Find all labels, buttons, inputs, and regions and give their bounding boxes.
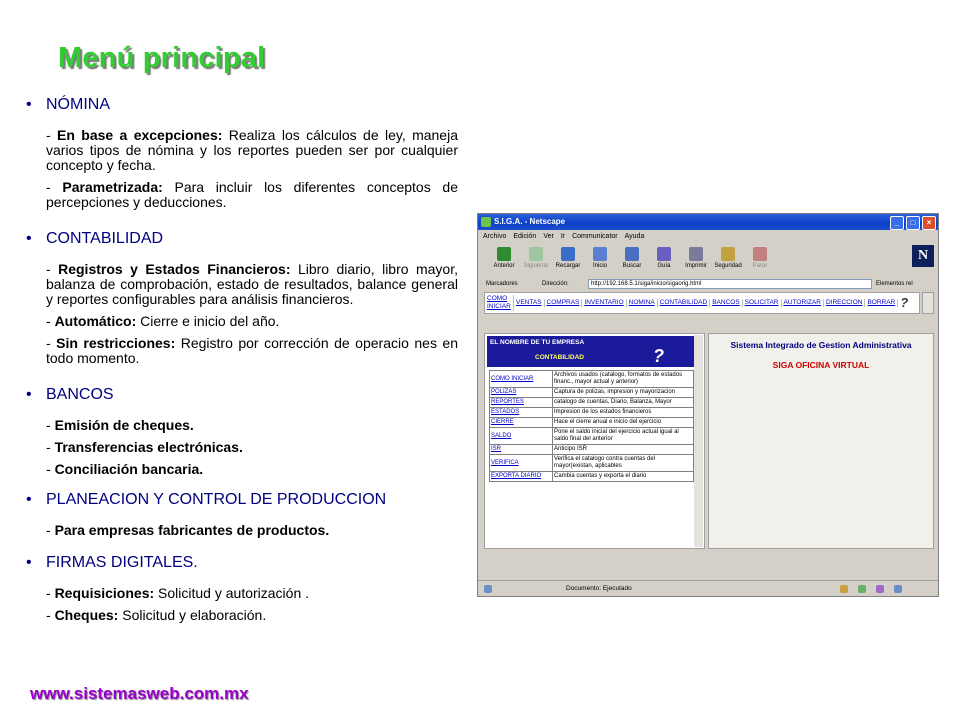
- website-link[interactable]: www.sistemasweb.com.mx: [30, 684, 249, 703]
- item-title: En base a excepciones:: [57, 127, 223, 143]
- item-dash: -: [46, 439, 55, 455]
- system-title: Sistema Integrado de Gestion Administrativa: [730, 340, 912, 350]
- company-header: [487, 336, 695, 367]
- nav-link[interactable]: BORRAR: [865, 299, 898, 307]
- pane-scrollbar[interactable]: [694, 335, 703, 547]
- company-name: EL NOMBRE DE TU EMPRESA: [490, 339, 585, 346]
- menu-bar: [478, 231, 938, 242]
- item-title: Parametrizada:: [62, 179, 163, 195]
- table-row: [490, 388, 694, 398]
- nav-link[interactable]: INVENTARIO: [582, 299, 626, 307]
- table-row: [490, 455, 694, 472]
- section-heading-text: BANCOS: [46, 386, 114, 403]
- toolbar-label: Buscar: [622, 263, 642, 269]
- mail-icon: [858, 585, 866, 593]
- module-nav: [484, 292, 920, 314]
- item-text: Libro diario, libro mayor, balanza de comprobación, estado de resultados, balance general y reportes configurables para análisis financieros.: [46, 261, 458, 307]
- close-icon[interactable]: ×: [922, 216, 936, 230]
- module-description: Captura de polizas, impresion y mayorizacion: [553, 388, 694, 398]
- help-icon[interactable]: ?: [653, 346, 664, 366]
- section-heading: [26, 386, 458, 404]
- toolbar-label: Guía: [657, 263, 671, 269]
- table-row: [490, 398, 694, 408]
- netscape-logo-icon: N: [912, 245, 934, 267]
- menu-item[interactable]: Communicator: [572, 233, 618, 240]
- address-bar: [478, 277, 938, 291]
- module-link[interactable]: COMO INICIAR: [490, 371, 553, 388]
- nav-link[interactable]: VENTAS: [514, 299, 545, 307]
- module-link[interactable]: VERIFICA: [490, 455, 553, 472]
- print-icon: [689, 247, 703, 261]
- menu-item[interactable]: Ver: [543, 233, 554, 240]
- item-text: Registro por corrección de operacio nes en todo momento.: [46, 335, 458, 366]
- table-row: [490, 408, 694, 418]
- feature-item: [46, 314, 458, 329]
- toolbar-label: Inicio: [592, 263, 607, 269]
- section-2: [26, 386, 458, 477]
- toolbar-label: Seguridad: [714, 263, 742, 269]
- section-heading-text: PLANEACION Y CONTROL DE PRODUCCION: [46, 491, 387, 508]
- item-dash: -: [46, 417, 55, 433]
- app-icon: [481, 217, 491, 227]
- feature-item: [46, 128, 458, 173]
- feature-item: [46, 523, 458, 538]
- toolbar-button[interactable]: [648, 243, 680, 276]
- item-dash: -: [46, 335, 57, 351]
- item-title: Cheques:: [54, 607, 119, 623]
- toolbar-label: Parar: [752, 263, 768, 269]
- url-input[interactable]: http://192.168.5.1/siga/inicio/sigaorig.html: [588, 279, 872, 289]
- menu-item[interactable]: Ayuda: [624, 233, 645, 240]
- module-description: Anticipo ISR: [553, 445, 694, 455]
- reload-icon: [561, 247, 575, 261]
- window-title: S.I.G.A. - Netscape: [494, 217, 566, 226]
- table-row: [490, 428, 694, 445]
- nav-link[interactable]: DIRECCION: [824, 299, 865, 307]
- item-text: Para incluir los diferentes conceptos de percepciones y deducciones.: [46, 179, 458, 210]
- nav-link[interactable]: COMPRAS: [545, 299, 583, 307]
- info-pane: [708, 333, 934, 549]
- module-link[interactable]: ESTADOS: [490, 408, 553, 418]
- section-4: [26, 554, 458, 623]
- menu-item[interactable]: Archivo: [483, 233, 507, 240]
- module-link[interactable]: POLIZAS: [490, 388, 553, 398]
- table-row: [490, 418, 694, 428]
- item-title: Para empresas fabricantes de productos.: [54, 522, 330, 538]
- section-heading-text: CONTABILIDAD: [46, 230, 164, 247]
- nav-link[interactable]: COMO INICIAR: [485, 295, 514, 311]
- nav-link[interactable]: AUTORIZAR: [782, 299, 824, 307]
- toolbar-label: Imprimir: [685, 263, 707, 269]
- lock-icon: [721, 247, 735, 261]
- item-text: Solicitud y elaboración.: [118, 607, 267, 623]
- toolbar-button[interactable]: [552, 243, 584, 276]
- nav-link[interactable]: BANCOS: [710, 299, 742, 307]
- section-heading-text: FIRMAS DIGITALES.: [46, 554, 198, 571]
- module-description: Pone el saldo inicial del ejercicio actual igual al saldo final del anterior: [553, 428, 694, 445]
- bookmarks-button[interactable]: Marcadores: [486, 281, 518, 287]
- section-heading: [26, 96, 458, 114]
- section-1: [26, 230, 458, 366]
- bullet-icon: •: [26, 96, 32, 113]
- page-title: Menú principal: [58, 42, 266, 74]
- bullet-icon: •: [26, 230, 32, 247]
- nav-link[interactable]: SOLICITAR: [743, 299, 782, 307]
- item-dash: -: [46, 607, 55, 623]
- item-text: Solicitud y autorización .: [154, 585, 310, 601]
- status-bar: [478, 580, 938, 596]
- module-description: Archivos usados (catalogo, formatos de estados financ., mayor actual y anterior): [553, 371, 694, 388]
- item-dash: -: [46, 261, 59, 277]
- module-link[interactable]: CIERRE: [490, 418, 553, 428]
- item-title: Requisiciones:: [54, 585, 155, 601]
- system-subtitle: SIGA OFICINA VIRTUAL: [772, 360, 870, 370]
- item-title: Emisión de cheques.: [54, 417, 194, 433]
- bullet-icon: •: [26, 386, 32, 403]
- section-3: [26, 491, 458, 538]
- toolbar-button[interactable]: [616, 243, 648, 276]
- section-0: [26, 96, 458, 210]
- help-icon[interactable]: ?: [900, 295, 909, 310]
- nav-link[interactable]: CONTABILIDAD: [658, 299, 711, 307]
- toolbar-label: Recargar: [555, 263, 581, 269]
- module-link[interactable]: EXPORTA DIARIO: [490, 472, 553, 482]
- module-description: Hace el cierre anual e inicio del ejercicio: [553, 418, 694, 428]
- item-dash: -: [46, 522, 55, 538]
- component-icon: [840, 585, 848, 593]
- feature-item: [46, 586, 458, 601]
- search-icon: [625, 247, 639, 261]
- toolbar-button[interactable]: [744, 243, 776, 276]
- table-row: [490, 472, 694, 482]
- item-dash: -: [46, 313, 55, 329]
- toolbar-button[interactable]: [680, 243, 712, 276]
- section-heading: [26, 554, 458, 572]
- maximize-icon[interactable]: □: [906, 216, 920, 230]
- module-description: Cambia cuentas y exporta el diario: [553, 472, 694, 482]
- bullet-icon: •: [26, 491, 32, 508]
- toolbar-button[interactable]: [712, 243, 744, 276]
- address-label: Dirección:: [542, 281, 569, 287]
- security-icon: [484, 585, 492, 593]
- feature-item: [46, 418, 458, 433]
- back-arrow-icon: [497, 247, 511, 261]
- minimize-icon[interactable]: _: [890, 216, 904, 230]
- related-button[interactable]: Elementos rel: [876, 281, 913, 287]
- item-dash: -: [46, 127, 58, 143]
- toolbar-button[interactable]: [488, 243, 520, 276]
- toolbar-label: Siguiente: [523, 263, 549, 269]
- bullet-icon: •: [26, 554, 32, 571]
- home-icon: [593, 247, 607, 261]
- feature-item: [46, 440, 458, 455]
- nav-link[interactable]: NOMINA: [627, 299, 658, 307]
- netscape-screenshot: [477, 213, 939, 597]
- window-titlebar: [478, 214, 938, 230]
- item-text: Cierre e inicio del año.: [136, 313, 280, 329]
- section-heading-text: NÓMINA: [46, 96, 110, 113]
- item-title: Conciliación bancaria.: [54, 461, 204, 477]
- nav-scrollbar[interactable]: [922, 292, 934, 314]
- feature-item: [46, 336, 458, 366]
- browser-toolbar: [478, 243, 938, 276]
- item-title: Sin restricciones:: [56, 335, 176, 351]
- module-link[interactable]: SALDO: [490, 428, 553, 445]
- item-dash: -: [46, 179, 63, 195]
- feature-item: [46, 262, 458, 307]
- toolbar-button[interactable]: [520, 243, 552, 276]
- module-table: [489, 370, 694, 482]
- composer-icon: [894, 585, 902, 593]
- module-description: catalogo de cuentas, Diario, Balanza, Mayor: [553, 398, 694, 408]
- window-controls: [890, 216, 936, 230]
- guide-icon: [657, 247, 671, 261]
- stop-icon: [753, 247, 767, 261]
- module-link[interactable]: REPORTES: [490, 398, 553, 408]
- module-description: Verifica el catalogo contra cuentas del mayor(existan, aplicables: [553, 455, 694, 472]
- item-title: Automático:: [54, 313, 137, 329]
- toolbar-label: Anterior: [493, 263, 515, 269]
- item-dash: -: [46, 585, 55, 601]
- item-text: Realiza los cálculos de ley, maneja varios tipos de nómina y los reportes pueden ser por cualquier concepto y fecha.: [46, 127, 458, 173]
- item-title: Transferencias electrónicas.: [54, 439, 243, 455]
- module-link[interactable]: ISR: [490, 445, 553, 455]
- section-heading: [26, 491, 458, 509]
- table-row: [490, 445, 694, 455]
- news-icon: [876, 585, 884, 593]
- table-row: [490, 371, 694, 388]
- feature-item: [46, 180, 458, 210]
- module-name: CONTABILIDAD: [535, 354, 584, 361]
- section-heading: [26, 230, 458, 248]
- feature-list: [26, 96, 458, 623]
- toolbar-button[interactable]: [584, 243, 616, 276]
- module-description: Impresion de los estados financieros: [553, 408, 694, 418]
- item-title: Registros y Estados Financieros:: [58, 261, 291, 277]
- module-pane: [484, 333, 705, 549]
- forward-arrow-icon: [529, 247, 543, 261]
- menu-item[interactable]: Ir: [560, 233, 566, 240]
- menu-item[interactable]: Edición: [513, 233, 537, 240]
- feature-item: [46, 462, 458, 477]
- status-text: Documento: Ejecutado: [566, 585, 632, 592]
- feature-item: [46, 608, 458, 623]
- item-dash: -: [46, 461, 55, 477]
